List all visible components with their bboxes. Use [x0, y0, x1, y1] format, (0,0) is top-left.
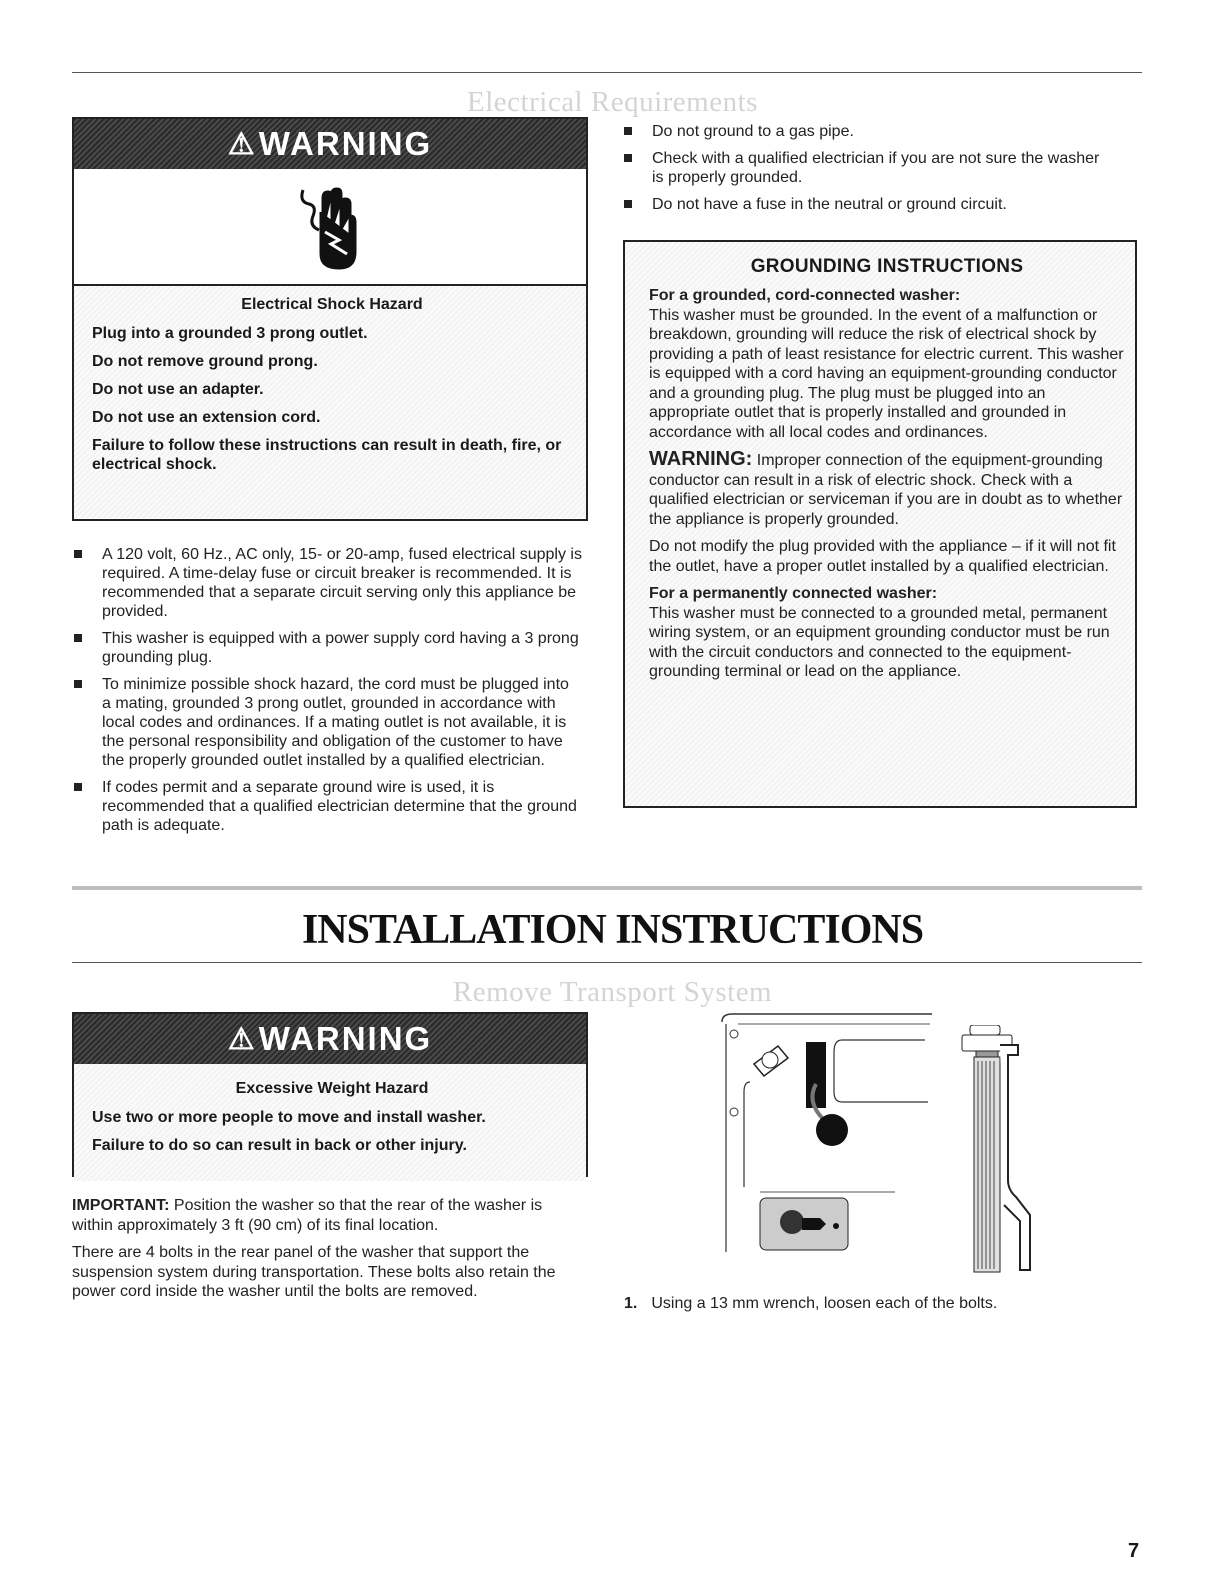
warning-box-electrical [72, 117, 588, 521]
list-item: This washer is equipped with a power supply cord having a 3 prong grounding plug. [72, 629, 582, 667]
warning-box-weight [72, 1012, 588, 1177]
grounding-para-3: For a permanently connected washer: This washer must be connected to a grounded metal, permanent wiring system, or an equipment grounding conductor must be run with the circuit conductors and connected to the equipment-grounding terminal or lead on the appliance. [649, 584, 1125, 682]
warning-line: Plug into a grounded 3 prong outlet. [92, 325, 368, 342]
warning-banner-label: WARNING [258, 1020, 433, 1057]
list-item: A 120 volt, 60 Hz., AC only, 15- or 20-amp, fused electrical supply is required. A time-delay fuse or circuit breaker is recommended. It is recommended that a separate circuit serving only this appliance be provided. [72, 545, 582, 621]
list-item: Do not have a fuse in the neutral or ground circuit. [622, 195, 1112, 214]
washer-rear-panel-illustration [720, 1012, 935, 1257]
bullet-square-icon [624, 200, 632, 208]
important-label: IMPORTANT: [72, 1197, 170, 1214]
important-paragraph: IMPORTANT: Position the washer so that the rear of the washer is within approximately 3 ft (90 cm) of its final location. [72, 1197, 543, 1234]
grounding-subhead: For a grounded, cord-connected washer: [649, 287, 961, 304]
left-bullet-list [72, 545, 582, 843]
warning-triangle-icon: ⚠ [227, 1022, 257, 1056]
grounding-title: GROUNDING INSTRUCTIONS [750, 256, 1024, 277]
list-item: To minimize possible shock hazard, the cord must be plugged into a mating, grounded 3 prong outlet, grounded in accordance with local codes and ordinances. If a mating outlet is not available, it is the personal responsibility and obligation of the customer to have the properly grounded outlet installed by a qualified electrician. [72, 675, 582, 770]
grounding-para-2: Do not modify the plug provided with the appliance – if it will not fit the outlet, have a proper outlet installed by a qualified electrician. [649, 538, 1116, 575]
page-number: 7 [1128, 1540, 1140, 1562]
warning-body [74, 286, 586, 518]
transport-bolt-illustration [950, 1025, 1035, 1280]
bullet-square-icon [624, 154, 632, 162]
warning-triangle-icon: ⚠ [227, 127, 257, 161]
warning-banner [74, 119, 586, 169]
warning-line: Use two or more people to move and install washer. [92, 1109, 486, 1126]
hazard-title: Electrical Shock Hazard [241, 296, 423, 313]
warning-line: Do not use an adapter. [92, 381, 264, 398]
bullet-square-icon [624, 127, 632, 135]
grounding-subhead: For a permanently connected washer: [649, 585, 938, 602]
list-item: Do not ground to a gas pipe. [622, 122, 1112, 141]
warning-banner-label: WARNING [258, 125, 433, 162]
warning-banner [74, 1014, 586, 1064]
warning-line: Do not remove ground prong. [92, 353, 318, 370]
section-divider-bar [72, 886, 1142, 890]
hazard-title: Excessive Weight Hazard [235, 1080, 429, 1097]
warning-body [74, 1064, 586, 1181]
grounding-para-1: For a grounded, cord-connected washer: This washer must be grounded. In the event of a malfunction or breakdown, grounding will reduce the risk of electrical shock by providing a path of least resistance for electric current. This washer is equipped with a cord having an equipment-grounding conductor and a grounding plug. The plug must be plugged into an appropriate outlet that is properly installed and grounded in accordance with all local codes and ordinances. [649, 287, 1124, 441]
step-1 [624, 1295, 997, 1313]
list-item: If codes permit and a separate ground wire is used, it is recommended that a qualified electrician determine that the ground path is adequate. [72, 778, 582, 835]
step-text: Using a 13 mm wrench, loosen each of the bolts. [651, 1295, 998, 1312]
shock-icon-area [74, 169, 586, 286]
warning-line: Failure to do so can result in back or other injury. [92, 1137, 467, 1154]
bullet-square-icon [74, 634, 82, 642]
section-title-transport: Remove Transport System [452, 976, 773, 1008]
warning-line: Do not use an extension cord. [92, 409, 321, 426]
transport-text [72, 1196, 587, 1310]
step-number: 1. [624, 1295, 638, 1312]
grounding-instructions-box [623, 240, 1137, 808]
bolts-paragraph: There are 4 bolts in the rear panel of the washer that support the suspension system during transportation. These bolts also retain the power cord inside the washer until the bolts are removed. [72, 1244, 556, 1300]
top-rule [72, 72, 1142, 73]
title-rule [72, 962, 1142, 963]
grounding-warning-label: WARNING: [649, 448, 753, 470]
main-title: INSTALLATION INSTRUCTIONS [301, 907, 924, 953]
section-title-electrical: Electrical Requirements [467, 86, 758, 118]
right-bullet-list [622, 122, 1112, 222]
list-item: Check with a qualified electrician if you are not sure the washer is properly grounded. [622, 149, 1112, 187]
bullet-square-icon [74, 783, 82, 791]
bullet-square-icon [74, 680, 82, 688]
bullet-square-icon [74, 550, 82, 558]
grounding-warning: WARNING: Improper connection of the equipment-grounding conductor can result in a risk of electric shock. Check with a qualified electrician or serviceman if you are in doubt as to whether the appliance is properly grounded. [649, 448, 1123, 528]
warning-line: Failure to follow these instructions can result in death, fire, or electrical shock. [92, 437, 562, 473]
shock-hazard-icon [295, 182, 365, 272]
